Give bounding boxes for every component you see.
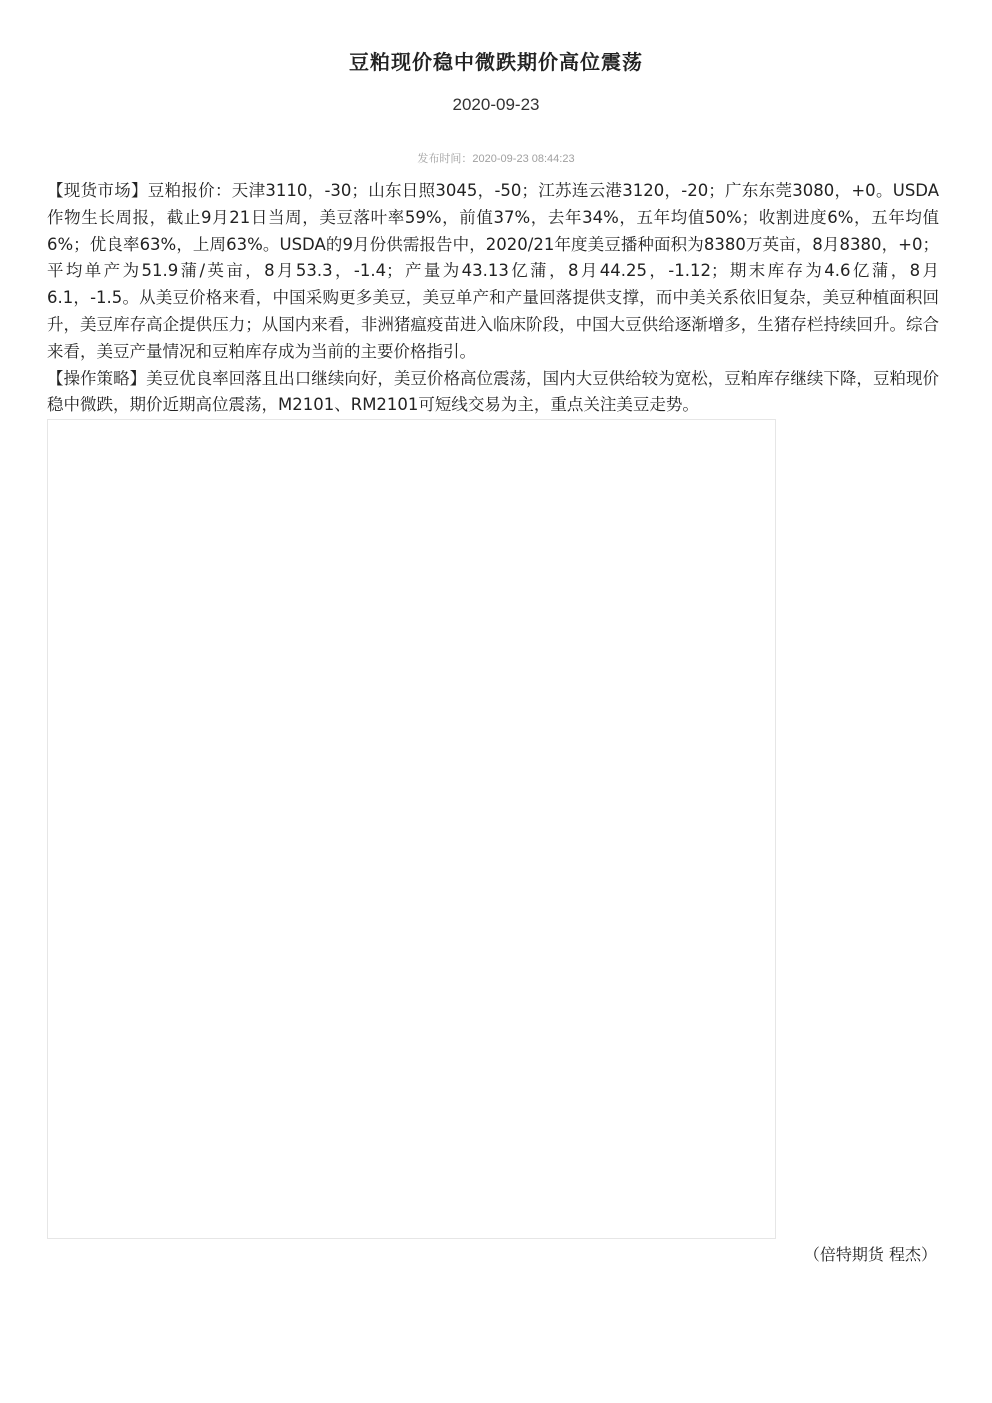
publish-label: 发布时间： <box>417 153 473 165</box>
paragraph-strategy: 【操作策略】美豆优良率回落且出口继续向好，美豆价格高位震荡，国内大豆供给较为宽松，豆粕库存继续下降，豆粕现价稳中微跌，期价近期高位震荡，M2101、RM2101可短线交易为主，重点关注美豆走势。 <box>47 368 939 415</box>
article-body <box>47 178 939 419</box>
chart-image-placeholder <box>47 419 776 1239</box>
article-title: 豆粕现价稳中微跌期价高位震荡 <box>349 50 643 74</box>
publish-time <box>0 150 992 166</box>
article-date: 2020-09-23 <box>452 95 540 114</box>
article-source: （倍特期货 程杰） <box>803 1245 937 1264</box>
paragraph-spot-market: 【现货市场】豆粕报价：天津3110，-30；山东日照3045，-50；江苏连云港3120，-20；广东东莞3080，+0。USDA作物生长周报，截止9月21日当周，美豆落叶率59%，前值37%，去年34%，五年均值50%；收割进度6%，五年均值6%；优良率63%，上周63%。USDA的9月份供需报告中，2020/21年度美豆播种面积为8380万英亩，8月8380，+0；平均单产为51.9蒲/英亩，8月53.3，-1.4；产量为43.13亿蒲，8月44.25，-1.12；期末库存为4.6亿蒲，8月6.1，-1.5。从美豆价格来看，中国采购更多美豆，美豆单产和产量回落提供支撑，而中美关系依旧复杂，美豆种植面积回升，美豆库存高企提供压力；从国内来看，非洲猪瘟疫苗进入临床阶段，中国大豆供给逐渐增多，生猪存栏持续回升。综合来看，美豆产量情况和豆粕库存成为当前的主要价格指引。 <box>47 181 939 361</box>
publish-timestamp: 2020-09-23 08:44:23 <box>472 153 575 165</box>
